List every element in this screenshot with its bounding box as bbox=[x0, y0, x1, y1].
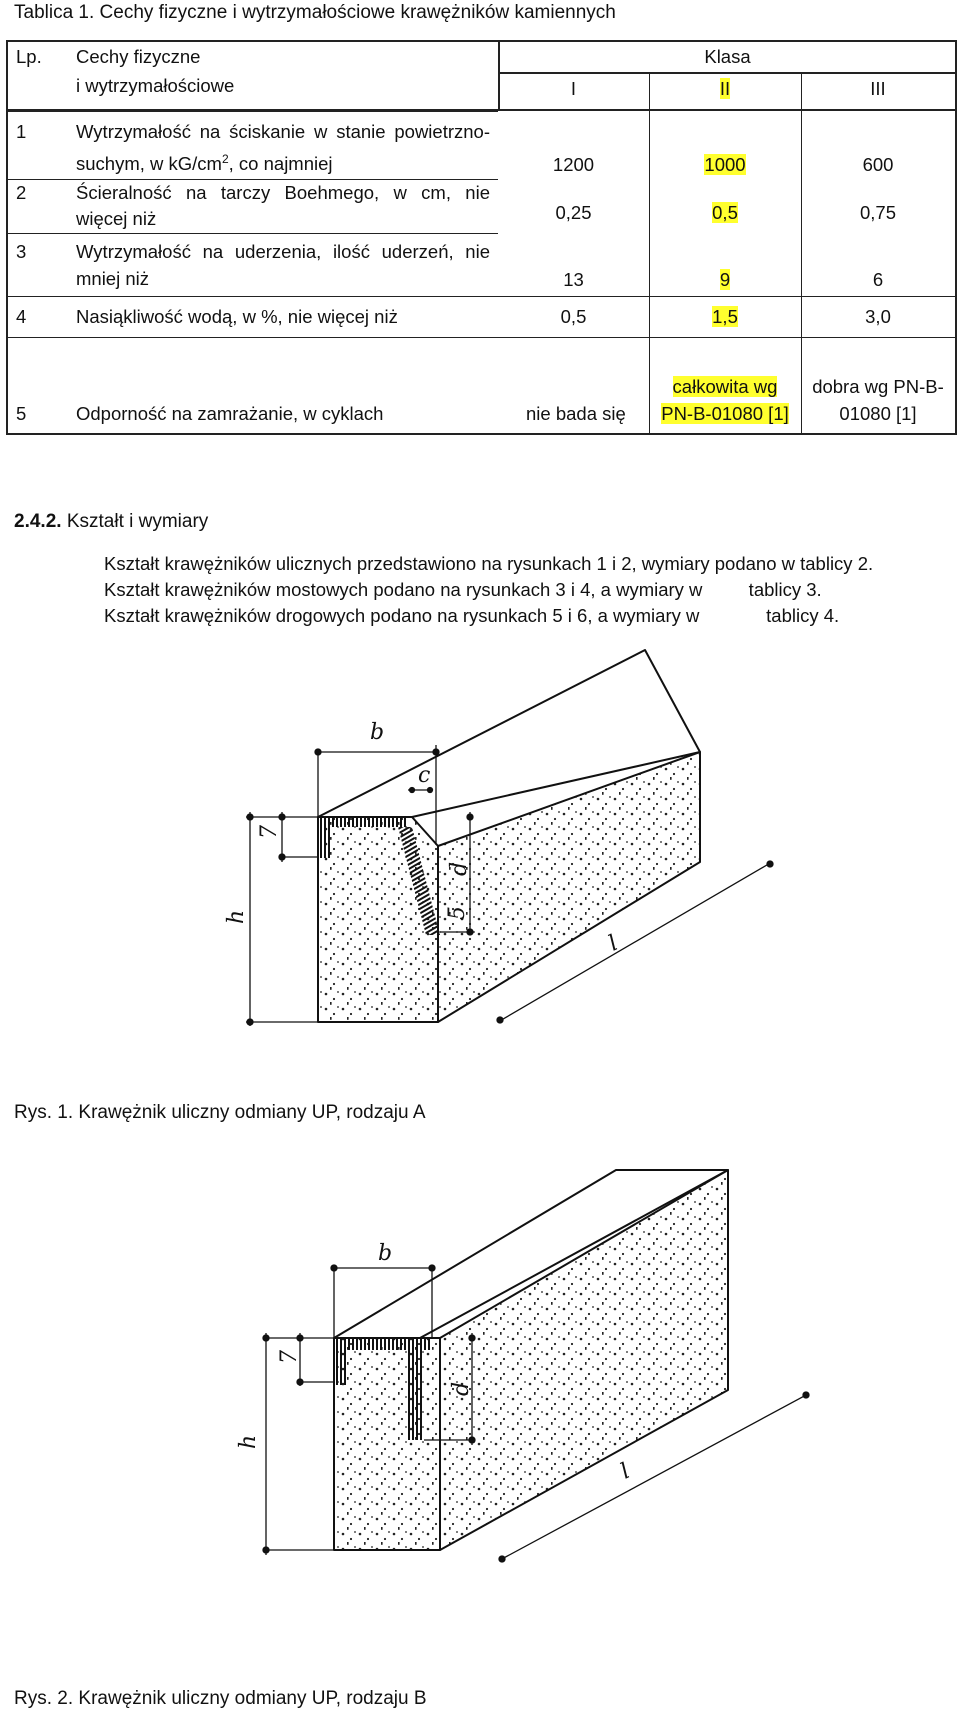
fig2-hatch-right bbox=[408, 1350, 424, 1440]
highlighted-value: 9 bbox=[719, 269, 731, 290]
fig2-dim-h-label: h bbox=[236, 1434, 261, 1449]
row-property-text: , co najmniej bbox=[228, 153, 333, 175]
row-number: 1 bbox=[16, 121, 27, 142]
value-class-3: dobra wg PN-B- bbox=[812, 376, 944, 397]
row-number: 4 bbox=[16, 306, 27, 327]
table-title: Tablica 1. Cechy fizyczne i wytrzymałościowe krawężników kamiennych bbox=[14, 2, 616, 23]
dim-h-label: h bbox=[224, 909, 249, 924]
paragraph: Kształt krawężników ulicznych przedstawiono na rysunkach 1 i 2, wymiary podano w tablicy 2. bbox=[104, 553, 874, 574]
fig2-hatch-left bbox=[334, 1350, 348, 1385]
front-face bbox=[318, 817, 438, 1022]
header-property-line1: Cechy fizyczne bbox=[76, 46, 201, 67]
row-property-text: suchym, w kG/cm bbox=[76, 153, 222, 175]
highlighted-value: 1,5 bbox=[712, 306, 738, 327]
value-class-1: 1200 bbox=[552, 154, 595, 175]
value-class-1: 0,5 bbox=[560, 306, 587, 327]
highlighted-class: II bbox=[719, 78, 731, 99]
dim-b-label: b bbox=[370, 720, 385, 745]
fig2-front-face bbox=[334, 1338, 440, 1550]
row-number: 5 bbox=[16, 403, 27, 424]
header-property-line2: i wytrzymałościowe bbox=[76, 75, 235, 96]
row-property-line: Odporność na zamrażanie, w cyklach bbox=[76, 403, 384, 424]
value-class-3: 0,75 bbox=[859, 202, 896, 223]
dim-l-label: l bbox=[604, 930, 622, 957]
value-class-3: 600 bbox=[862, 154, 894, 175]
section-number: 2.4.2. bbox=[14, 511, 62, 532]
hatch-top bbox=[318, 817, 406, 827]
header-class-1: I bbox=[570, 78, 577, 99]
value-class-3: 3,0 bbox=[865, 306, 891, 327]
hatch-left bbox=[318, 827, 330, 858]
section-title: Kształt i wymiary bbox=[61, 511, 209, 532]
highlighted-value: 0,5 bbox=[712, 202, 738, 223]
row-property-line: Wytrzymałość na ściskanie w stanie powietrzno- bbox=[76, 121, 490, 142]
row-property-line: Ścieralność na tarczy Boehmego, w cm, nie bbox=[76, 182, 490, 203]
header-class-group: Klasa bbox=[704, 46, 751, 67]
value-class-1: 13 bbox=[563, 269, 584, 290]
fig2-dim-l-label: l bbox=[616, 1458, 634, 1485]
value-class-1: 0,25 bbox=[555, 202, 592, 223]
row-number: 3 bbox=[16, 241, 27, 262]
dim-c-label: c bbox=[418, 763, 431, 788]
header-class-3: III bbox=[870, 78, 886, 99]
dim-5-label: 5 bbox=[445, 906, 470, 920]
figure2-caption: Rys. 2. Krawężnik uliczny odmiany UP, rodzaju B bbox=[14, 1688, 427, 1709]
dim-d-label: d bbox=[447, 861, 472, 876]
highlighted-value: 1000 bbox=[704, 154, 746, 175]
dim-7-label: 7 bbox=[257, 825, 282, 839]
superscript: 2 bbox=[221, 152, 229, 166]
value-class-3: 6 bbox=[872, 269, 884, 290]
fig2-hatch-top bbox=[334, 1338, 432, 1350]
row-property-line: Wytrzymałość na uderzenia, ilość uderzeń, nie bbox=[76, 241, 490, 262]
header-lp: Lp. bbox=[16, 46, 42, 67]
fig2-dim-b-label: b bbox=[378, 1241, 393, 1266]
figure1-caption: Rys. 1. Krawężnik uliczny odmiany UP, rodzaju A bbox=[14, 1102, 426, 1123]
paragraph: Kształt krawężników mostowych podano na rysunkach 3 i 4, a wymiary w tablicy 3. bbox=[104, 579, 822, 600]
row-property-line: więcej niż bbox=[76, 208, 157, 229]
row-property-line: mniej niż bbox=[76, 268, 149, 289]
highlighted-value: całkowita wg bbox=[672, 376, 778, 397]
value-class-1: nie bada się bbox=[526, 403, 626, 424]
paragraph: Kształt krawężników drogowych podano na rysunkach 5 i 6, a wymiary w tablicy 4. bbox=[104, 605, 840, 626]
row-number: 2 bbox=[16, 182, 27, 203]
highlighted-value: PN-B-01080 [1] bbox=[661, 403, 789, 424]
fig2-dim-d-label: d bbox=[449, 1381, 474, 1396]
row-property-line: Nasiąkliwość wodą, w %, nie więcej niż bbox=[76, 306, 398, 327]
value-class-3: 01080 [1] bbox=[839, 403, 917, 424]
fig2-dim-7-label: 7 bbox=[277, 1350, 302, 1364]
